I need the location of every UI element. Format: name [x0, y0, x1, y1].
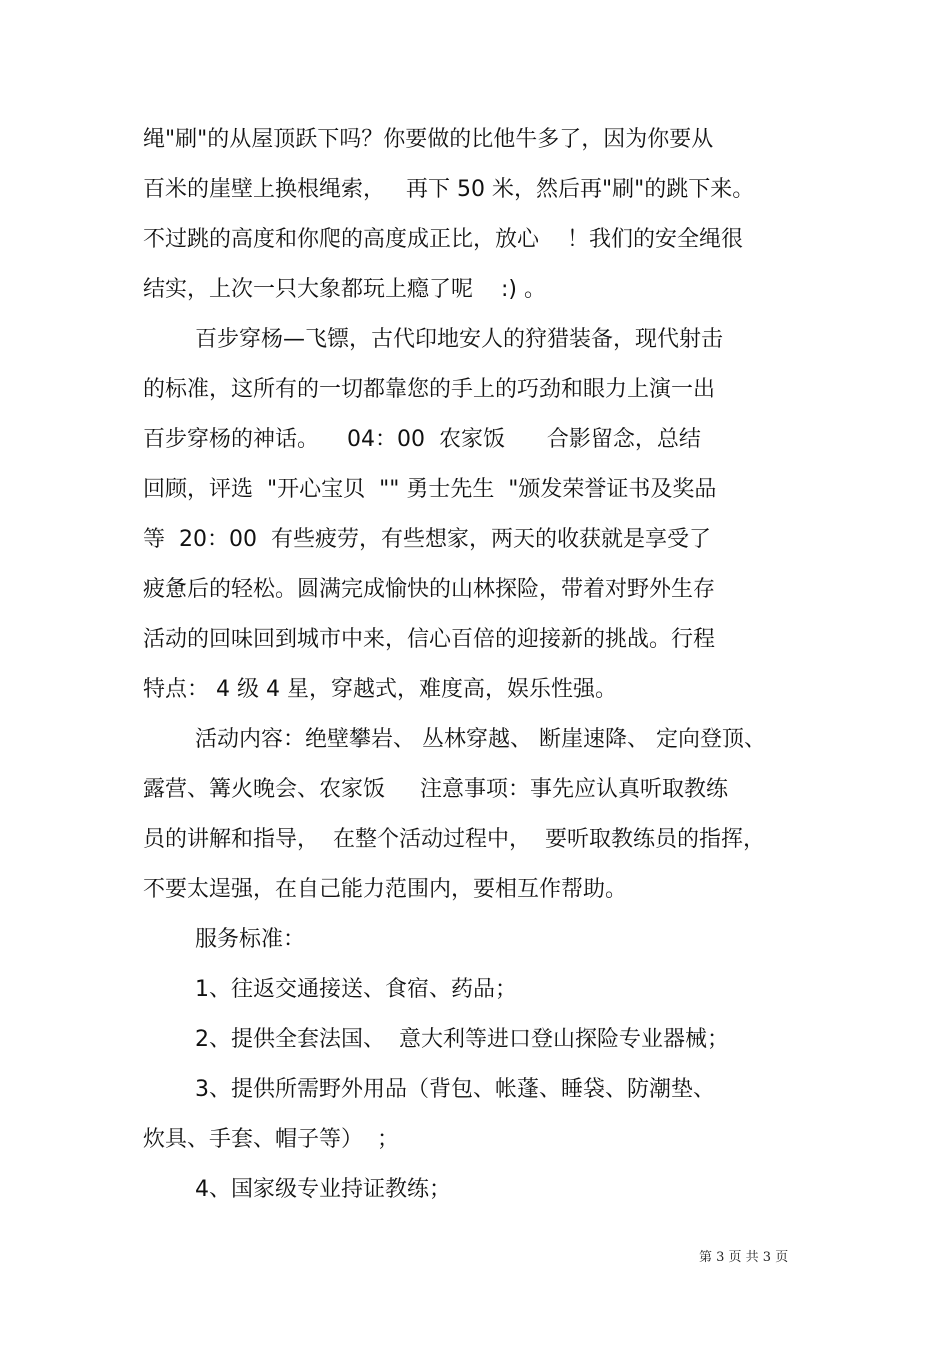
paragraph-line: 不过跳的高度和你爬的高度成正比，放心 ！我们的安全绳很	[143, 227, 743, 252]
paragraph-line: 不要太逞强，在自己能力范围内，要相互作帮助。	[143, 877, 628, 902]
paragraph-line: 百步穿杨—飞镖，古代印地安人的狩猎装备，现代射击	[195, 327, 724, 352]
paragraph-line: 回顾，评选 "开心宝贝 "" 勇士先生 "颁发荣誉证书及奖品	[143, 477, 717, 502]
paragraph-line: 活动内容：绝壁攀岩、 丛林穿越、 断崖速降、 定向登顶、	[195, 727, 766, 752]
list-item: 3、提供所需野外用品（背包、帐蓬、睡袋、防潮垫、	[195, 1077, 715, 1102]
paragraph-line: 的标准，这所有的一切都靠您的手上的巧劲和眼力上演一出	[143, 377, 716, 402]
paragraph-line: 活动的回味回到城市中来，信心百倍的迎接新的挑战。行程	[143, 627, 716, 652]
page-number-footer: 第 3 页 共 3 页	[699, 1250, 789, 1265]
paragraph-line: 员的讲解和指导， 在整个活动过程中， 要听取教练员的指挥，	[143, 827, 765, 852]
paragraph-line: 百步穿杨的神话。 04：00 农家饭 合影留念，总结	[143, 427, 701, 452]
list-item: 1、往返交通接送、食宿、药品；	[195, 977, 517, 1002]
paragraph-line: 露营、篝火晚会、农家饭 注意事项：事先应认真听取教练	[143, 777, 728, 802]
paragraph-line: 绳"刷"的从屋顶跃下吗？你要做的比他牛多了，因为你要从	[143, 127, 714, 152]
list-item: 2、提供全套法国、 意大利等进口登山探险专业器械；	[195, 1027, 729, 1052]
section-heading: 服务标准：	[195, 927, 306, 952]
list-item: 4、国家级专业持证教练；	[195, 1177, 451, 1202]
list-item-continuation: 炊具、手套、帽子等） ；	[143, 1127, 399, 1152]
paragraph-line: 等 20：00 有些疲劳，有些想家，两天的收获就是享受了	[143, 527, 711, 552]
paragraph-line: 特点： 4 级 4 星，穿越式，难度高，娱乐性强。	[143, 677, 617, 702]
paragraph-line: 疲惫后的轻松。圆满完成愉快的山林探险，带着对野外生存	[143, 577, 716, 602]
paragraph-line: 百米的崖壁上换根绳索， 再下 50 米，然后再"刷"的跳下来。	[143, 177, 755, 202]
paragraph-line: 结实，上次一只大象都玩上瘾了呢 :) 。	[143, 277, 546, 302]
